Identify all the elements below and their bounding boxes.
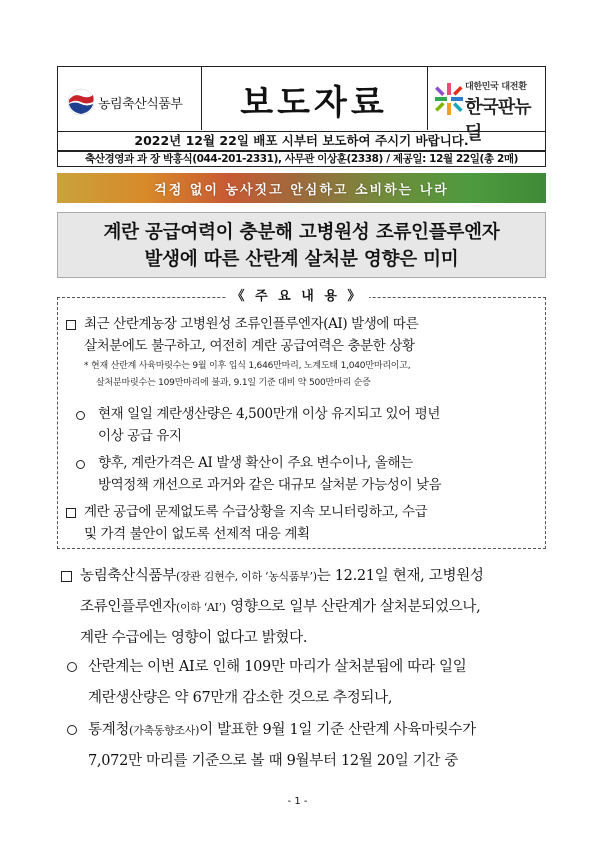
square-bullet-icon <box>66 508 76 518</box>
korean-new-deal-logo-icon <box>433 81 465 117</box>
body-text: 는 12.21일 현재, 고병원성 <box>316 568 484 584</box>
title-cell <box>201 67 428 130</box>
summary-title: 《 주 요 내 용 》 <box>226 289 370 304</box>
brand-subtitle: 대한민국 대전환 <box>465 82 527 92</box>
square-bullet-icon <box>66 320 76 330</box>
ministry-ref-note: (장관 김현수, 이하 ‘농식품부’) <box>175 570 317 583</box>
body-text: 통계청 <box>88 722 130 738</box>
brand-name: 한국판뉴딜 <box>465 97 531 144</box>
page-number: - 1 - <box>287 796 308 807</box>
summary-item-1-line-1: 최근 산란계농장 고병원성 조류인플루엔자(AI) 발생에 따른 <box>84 316 419 332</box>
body-paragraph-3-line-1 <box>88 715 476 746</box>
body-paragraph-1-line-3: 계란 수급에는 영향이 없다고 밝혔다. <box>80 630 308 646</box>
survey-ref-note: (가축동향조사) <box>129 724 200 737</box>
circle-bullet-icon <box>67 662 77 672</box>
slogan-text: 걱정 없이 농사짓고 안심하고 소비하는 나라 <box>154 183 449 198</box>
body-paragraph-1-line-1 <box>80 561 484 592</box>
mafra-logo-icon <box>66 87 96 117</box>
body-paragraph-1-line-2 <box>80 592 480 623</box>
brand-cell <box>427 67 545 144</box>
ministry-name: 농림축산식품부 <box>98 97 183 112</box>
body-paragraph-2-line-2: 계란생산량은 약 67만개 감소한 것으로 추정되나, <box>88 690 393 706</box>
ai-ref-note: (이하 ‘AI’) <box>175 601 226 614</box>
circle-bullet-icon <box>67 725 77 735</box>
summary-note-line-2: 살처분마릿수는 109만마리에 불과, 9.1일 기준 대비 약 500만마리 순증 <box>96 378 371 388</box>
headline-line-2: 발생에 따른 산란계 살처분 영향은 미미 <box>144 249 459 270</box>
slogan-banner <box>57 173 546 203</box>
summary-note-line-1: * 현재 산란계 사육마릿수는 9월 이후 입식 1,646만마리, 노계도태 1,040만마리이고, <box>84 361 411 371</box>
contact-info: 축산경영과 과 장 박홍식(044-201-2331), 사무관 이상훈(2338) / 제공일: 12월 22일(총 2매) <box>57 151 546 167</box>
body-text: 이 발표한 9월 1일 기준 산란계 사육마릿수가 <box>199 722 476 738</box>
ministry-cell <box>58 67 202 130</box>
summary-item-2-line-1: 현재 일일 계란생산량은 4,500만개 이상 유지되고 있어 평년 <box>98 406 440 422</box>
release-info: 2022년 12월 22일 배포 시부터 보도하여 주시기 바랍니다. <box>57 132 546 151</box>
circle-bullet-icon <box>76 460 85 469</box>
summary-item-3-line-2: 방역정책 개선으로 과거와 같은 대규모 살처분 가능성이 낮음 <box>98 477 442 493</box>
body-text: 조류인플루엔자 <box>80 599 176 615</box>
ministry-ref: 농림축산식품부 <box>80 568 176 584</box>
summary-item-3-line-1: 향후, 계란가격은 AI 발생 확산이 주요 변수이나, 올해는 <box>98 455 413 471</box>
headline-box <box>57 212 546 278</box>
body-text: 영향으로 일부 산란계가 살처분되었으나, <box>225 599 481 615</box>
square-bullet-icon <box>61 571 72 582</box>
headline-line-1: 계란 공급여력이 충분해 고병원성 조류인플루엔자 <box>103 222 500 243</box>
summary-item-1-line-2: 살처분에도 불구하고, 여전히 계란 공급여력은 충분한 상황 <box>84 338 415 354</box>
body-paragraph-2-line-1: 산란계는 이번 AI로 인해 109만 마리가 살처분됨에 따라 일일 <box>88 659 467 675</box>
summary-item-4-line-1: 계란 공급에 문제없도록 수급상황을 지속 모니터링하고, 수급 <box>84 504 428 520</box>
summary-item-4-line-2: 및 가격 불안이 없도록 선제적 대응 계획 <box>84 526 310 542</box>
summary-item-2-line-2: 이상 공급 유지 <box>98 428 182 444</box>
summary-title-wrap <box>0 285 595 304</box>
circle-bullet-icon <box>76 411 85 420</box>
body-paragraph-3-line-2: 7,072만 마리를 기준으로 볼 때 9월부터 12월 20일 기간 중 <box>88 753 459 769</box>
page-title: 보도자료 <box>240 83 388 123</box>
